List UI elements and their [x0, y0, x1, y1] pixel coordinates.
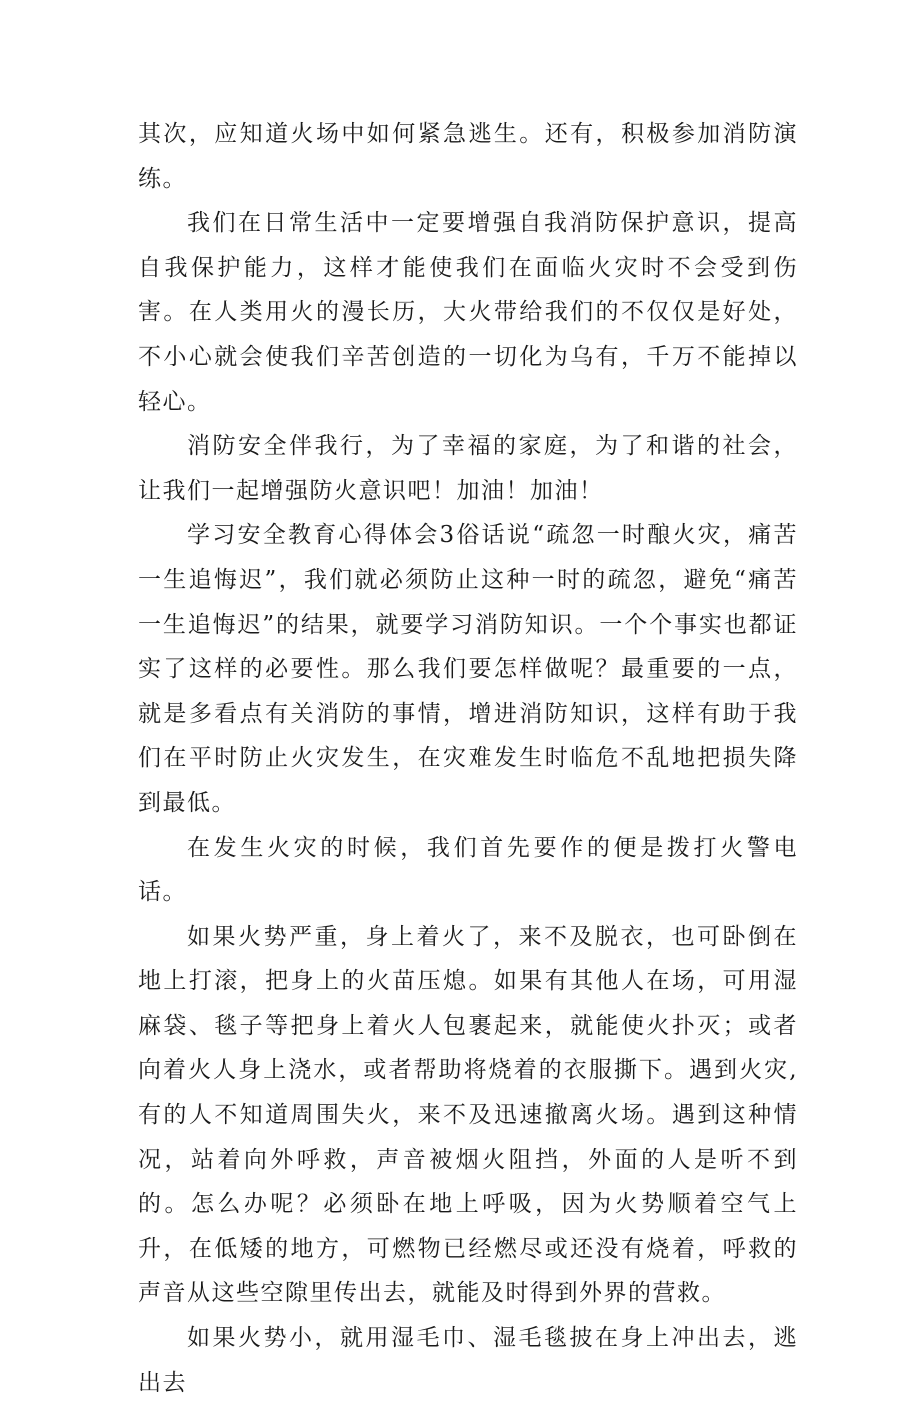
paragraph-escape-drill: 其次，应知道火场中如何紧急逃生。还有，积极参加消防演练。 [138, 121, 798, 192]
paragraph-fire-safety-slogan: 消防安全伴我行，为了幸福的家庭，为了和谐的社会，让我们一起增强防火意识吧！加油！加油！ [138, 433, 798, 504]
paragraph-severe-fire-response: 如果火势严重，身上着火了，来不及脱衣，也可卧倒在地上打滚，把身上的火苗压熄。如果有其他人在场，可用湿麻袋、毯子等把身上着火人包裹起来，就能使火扑灭；或者向着火人身上浇水，或者帮助将烧着的衣服撕下。遇到火灾,有的人不知道周围失火，来不及迅速撤离火场。遇到这种情况，站着向外呼救，声音被烟火阻挡，外面的人是听不到的。怎么办呢？必须卧在地上呼吸，因为火势顺着空气上升，在低矮的地方，可燃物已经燃尽或还没有烧着，呼救的声音从这些空隙里传出去，就能及时得到外界的营救。 [138, 923, 798, 1307]
paragraph-self-protection: 我们在日常生活中一定要增强自我消防保护意识，提高自我保护能力，这样才能使我们在面临火灾时不会受到伤害。在人类用火的漫长历，大火带给我们的不仅仅是好处，不小心就会使我们辛苦创造的一切化为乌有，千万不能掉以轻心。 [138, 210, 798, 415]
paragraph-small-fire-escape: 如果火势小，就用湿毛巾、湿毛毯披在身上冲出去，逃出去 [138, 1325, 798, 1396]
paragraph-call-fire-alarm: 在发生火灾的时候，我们首先要作的便是拨打火警电话。 [138, 834, 798, 906]
paragraph-learning-reflection-3: 学习安全教育心得体会3俗话说“疏忽一时酿火灾，痛苦一生追悔迟”，我们就必须防止这种一时的疏忽，避免“痛苦一生追悔迟”的结果，就要学习消防知识。一个个事实也都证实了这样的必要性。那么我们要怎样做呢？最重要的一点，就是多看点有关消防的事情，增进消防知识，这样有助于我们在平时防止火灾发生，在灾难发生时临危不乱地把损失降到最低。 [138, 522, 798, 816]
body-text [138, 112, 798, 1405]
